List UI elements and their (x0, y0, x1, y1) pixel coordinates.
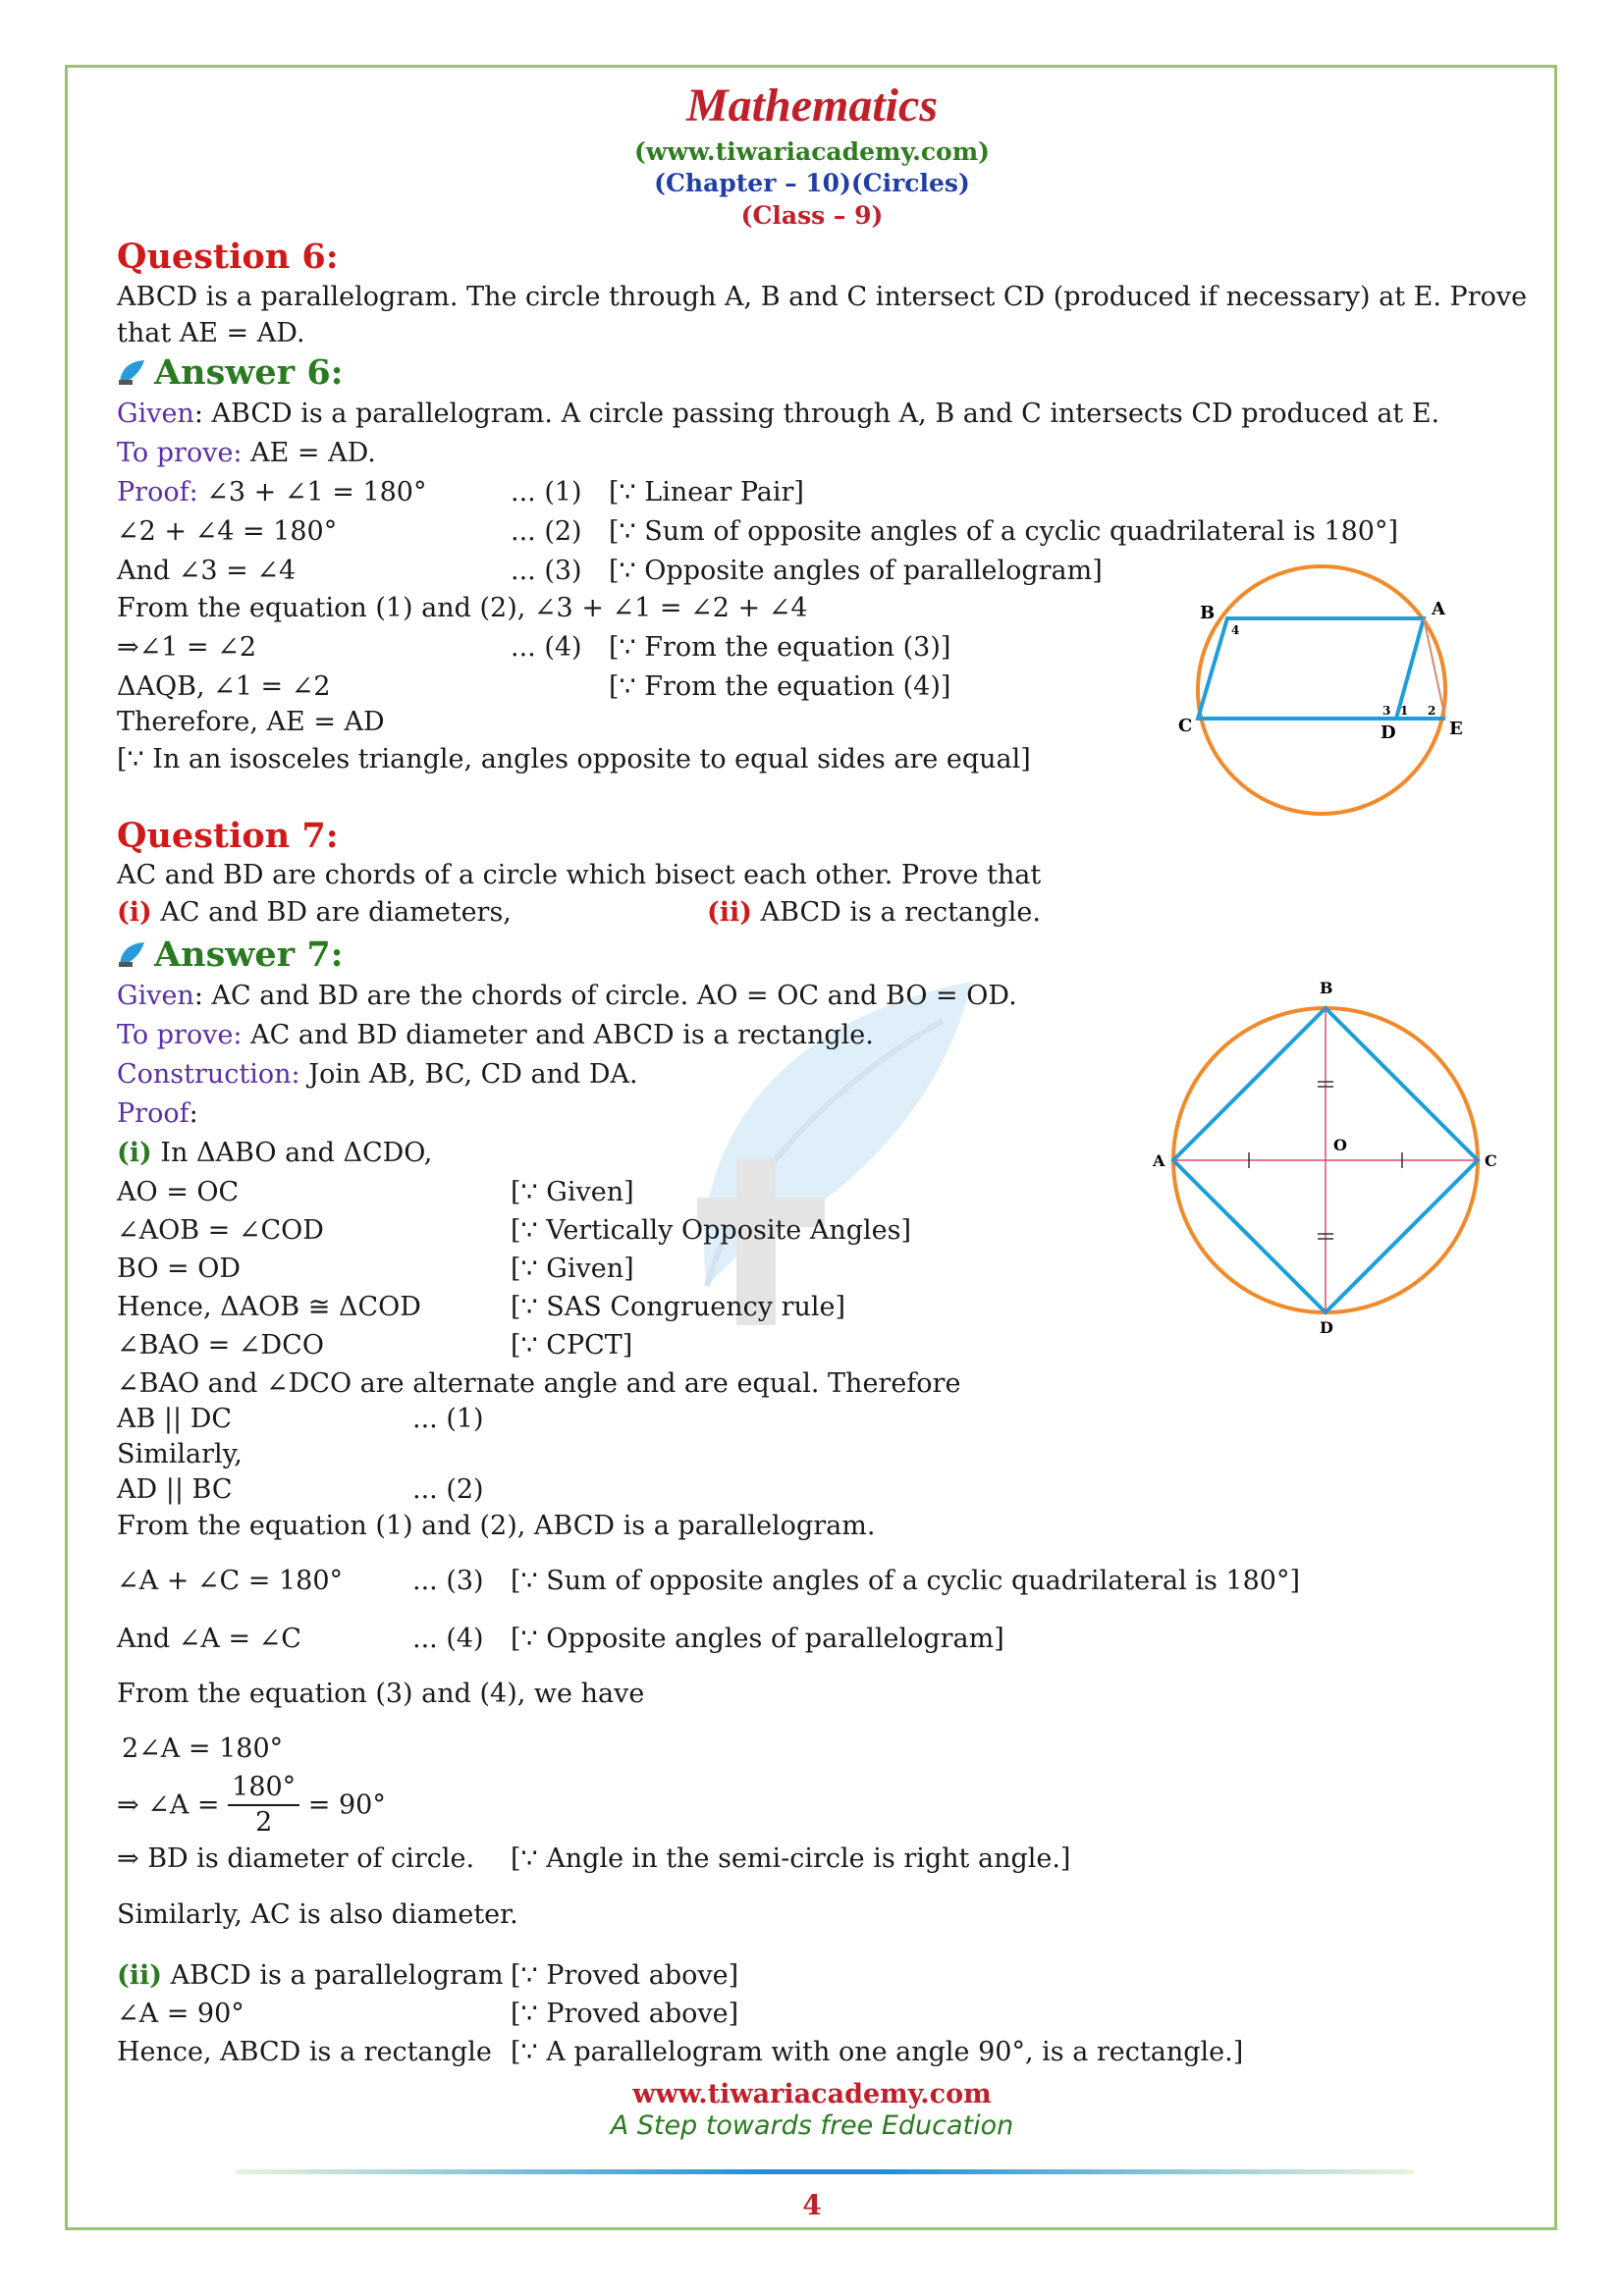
q7-ii-reason-2: [∵ Proved above] (511, 1999, 739, 2029)
leaf-icon (117, 940, 146, 970)
q6-label-c: C (1178, 716, 1193, 736)
q7-eq-1: ... (1) (412, 1404, 484, 1434)
q7-reason-5: [∵ CPCT] (511, 1330, 633, 1361)
q7-ad-parallel-bc: AD || BC (117, 1474, 233, 1505)
q6-angle-4: 4 (1231, 623, 1240, 637)
q6-label-a: A (1432, 599, 1445, 619)
q6-circle (1198, 566, 1445, 814)
q7-two-angle-a: 2∠A = 180° (122, 1734, 284, 1764)
q7-from-1-2: From the equation (1) and (2), ABCD is a parallelogram. (117, 1511, 876, 1541)
answer-6-title: Answer 6: (117, 355, 344, 390)
q6-reason-2: [∵ Sum of opposite angles of a cyclic quadrilateral is 180°] (609, 516, 1399, 547)
q7-proof-label: Proof: (117, 1098, 198, 1129)
question-6-text: ABCD is a parallelogram. The circle through A, B and C intersect CD (produced if necessary) at E. Prove that AE = AD. (117, 282, 1528, 348)
q7-row-5: ∠BAO = ∠DCO (117, 1330, 324, 1361)
q7-ac-diameter: Similarly, AC is also diameter. (117, 1899, 518, 1930)
q6-eq-1: ... (1) (511, 477, 582, 507)
q7-bd-diameter: ⇒ BD is diameter of circle. (117, 1843, 475, 1874)
q7-row-2: ∠AOB = ∠COD (117, 1215, 324, 1246)
q7-reason-3: [∵ Given] (511, 1254, 634, 1284)
q7-ii-reason-3: [∵ A parallelogram with one angle 90°, is a rectangle.] (511, 2037, 1244, 2067)
footer-tagline: A Step towards free Education (610, 2110, 1014, 2141)
q7-eq-2: ... (2) (412, 1474, 484, 1505)
q6-angle-3: 3 (1382, 704, 1391, 718)
q7-construction: Construction: Join AB, BC, CD and DA. (117, 1059, 638, 1090)
question-6-title: Question 6: (117, 237, 339, 277)
q6-proof-row-5: ⇒∠1 = ∠2 (117, 632, 257, 663)
question-7-part-ii: (ii) ABCD is a rectangle. (707, 897, 1041, 928)
q6-proof-row-4: From the equation (1) and (2), ∠3 + ∠1 = ∠2 + ∠4 (117, 593, 808, 623)
q6-proof-row-1: Proof: ∠3 + ∠1 = 180° (117, 477, 427, 507)
q7-reason-2: [∵ Vertically Opposite Angles] (511, 1215, 912, 1246)
q6-to-prove: To prove: AE = AD. (117, 438, 376, 468)
footer-divider (236, 2169, 1414, 2174)
q7-to-prove: To prove: AC and BD diameter and ABCD is a rectangle. (117, 1020, 874, 1050)
q6-proof-row-7: Therefore, AE = AD (117, 707, 385, 737)
header-site: (www.tiwariacademy.com) (633, 137, 990, 166)
answer-7-title: Answer 7: (117, 937, 344, 972)
q7-part-i-intro: (i) In ΔABO and ΔCDO, (117, 1138, 433, 1168)
q7-rectangle-conclusion: Hence, ABCD is a rectangle (117, 2037, 492, 2067)
q6-proof-row-3: And ∠3 = ∠4 (117, 556, 297, 586)
question-7-title: Question 7: (117, 816, 339, 856)
q6-eq-2: ... (2) (511, 516, 582, 547)
q7-given: Given: AC and BD are the chords of circle. AO = OC and BO = OD. (117, 981, 1017, 1011)
q7-reason-eq-4: [∵ Opposite angles of parallelogram] (511, 1624, 1004, 1654)
page-number: 4 (802, 2189, 822, 2221)
q6-reason-1: [∵ Linear Pair] (609, 477, 804, 507)
q7-ab-parallel-dc: AB || DC (117, 1404, 233, 1434)
q7-label-c: C (1485, 1151, 1497, 1170)
q7-reason-semicircle: [∵ Angle in the semi-circle is right angle.] (511, 1843, 1071, 1874)
question-7-part-i: (i) AC and BD are diameters, (117, 897, 512, 928)
q7-label-b: B (1320, 979, 1333, 997)
header-chapter: (Chapter – 10)(Circles) (654, 169, 970, 197)
footer-site: www.tiwariacademy.com (632, 2079, 992, 2109)
q6-eq-4: ... (4) (511, 632, 582, 663)
q6-eq-3: ... (3) (511, 556, 582, 586)
q7-label-a: A (1153, 1151, 1165, 1170)
q7-label-d: D (1320, 1318, 1333, 1335)
q7-rectangle-circle-figure (1149, 972, 1502, 1335)
q7-eq-4: ... (4) (412, 1624, 484, 1654)
q6-angle-1: 1 (1400, 704, 1409, 718)
page-title: Mathematics (685, 80, 938, 132)
q6-reason-5: [∵ From the equation (3)] (609, 632, 951, 663)
q6-proof-row-6: ΔAQB, ∠1 = ∠2 (117, 671, 331, 702)
q6-label-b: B (1200, 603, 1216, 623)
q7-row-4: Hence, ΔAOB ≅ ΔCOD (117, 1292, 421, 1322)
q7-similarly: Similarly, (117, 1439, 243, 1469)
q6-proof-row-2: ∠2 + ∠4 = 180° (117, 516, 338, 547)
q7-angle-a-90: ∠A = 90° (117, 1999, 244, 2029)
q7-ii-reason-1: [∵ Proved above] (511, 1960, 739, 1991)
q6-label-d: D (1380, 722, 1396, 743)
q7-label-o: O (1333, 1136, 1347, 1154)
q7-angle-a-eq-c: And ∠A = ∠C (117, 1624, 301, 1654)
q7-part-ii-parallelogram: (ii) ABCD is a parallelogram (117, 1960, 504, 1991)
q6-angle-2: 2 (1428, 704, 1436, 718)
q7-row-1: AO = OC (117, 1177, 240, 1207)
q7-reason-4: [∵ SAS Congruency rule] (511, 1292, 846, 1322)
q7-angle-a-plus-c: ∠A + ∠C = 180° (117, 1566, 344, 1596)
fraction: $\frac{180^\circ}{2}$ (228, 1771, 299, 1840)
q7-eq-3: ... (3) (412, 1566, 484, 1596)
q7-reason-eq-3: [∵ Sum of opposite angles of a cyclic quadrilateral is 180°] (511, 1566, 1301, 1596)
q7-row-3: BO = OD (117, 1254, 242, 1284)
q6-label-e: E (1449, 719, 1463, 739)
q6-given: Given: ABCD is a parallelogram. A circle passing through A, B and C intersects CD produced at E. (117, 399, 1440, 429)
header-class: (Class – 9) (740, 201, 884, 230)
q7-angle-a-fraction: ⇒ ∠A = $\frac{180^\circ}{2}$ = 90° (117, 1772, 386, 1838)
q7-from-3-4: From the equation (3) and (4), we have (117, 1679, 645, 1709)
q6-reason-6: [∵ From the equation (4)] (609, 671, 951, 702)
q7-reason-1: [∵ Given] (511, 1177, 634, 1207)
q6-parallelogram-circle-figure (1168, 560, 1492, 825)
q6-reason-3: [∵ Opposite angles of parallelogram] (609, 556, 1103, 586)
q7-alternate-angles: ∠BAO and ∠DCO are alternate angle and are equal. Therefore (117, 1368, 961, 1399)
q6-proof-row-8: [∵ In an isosceles triangle, angles opposite to equal sides are equal] (117, 744, 1031, 774)
question-7-text: AC and BD are chords of a circle which bisect each other. Prove that (117, 860, 1042, 890)
leaf-icon (117, 358, 146, 388)
